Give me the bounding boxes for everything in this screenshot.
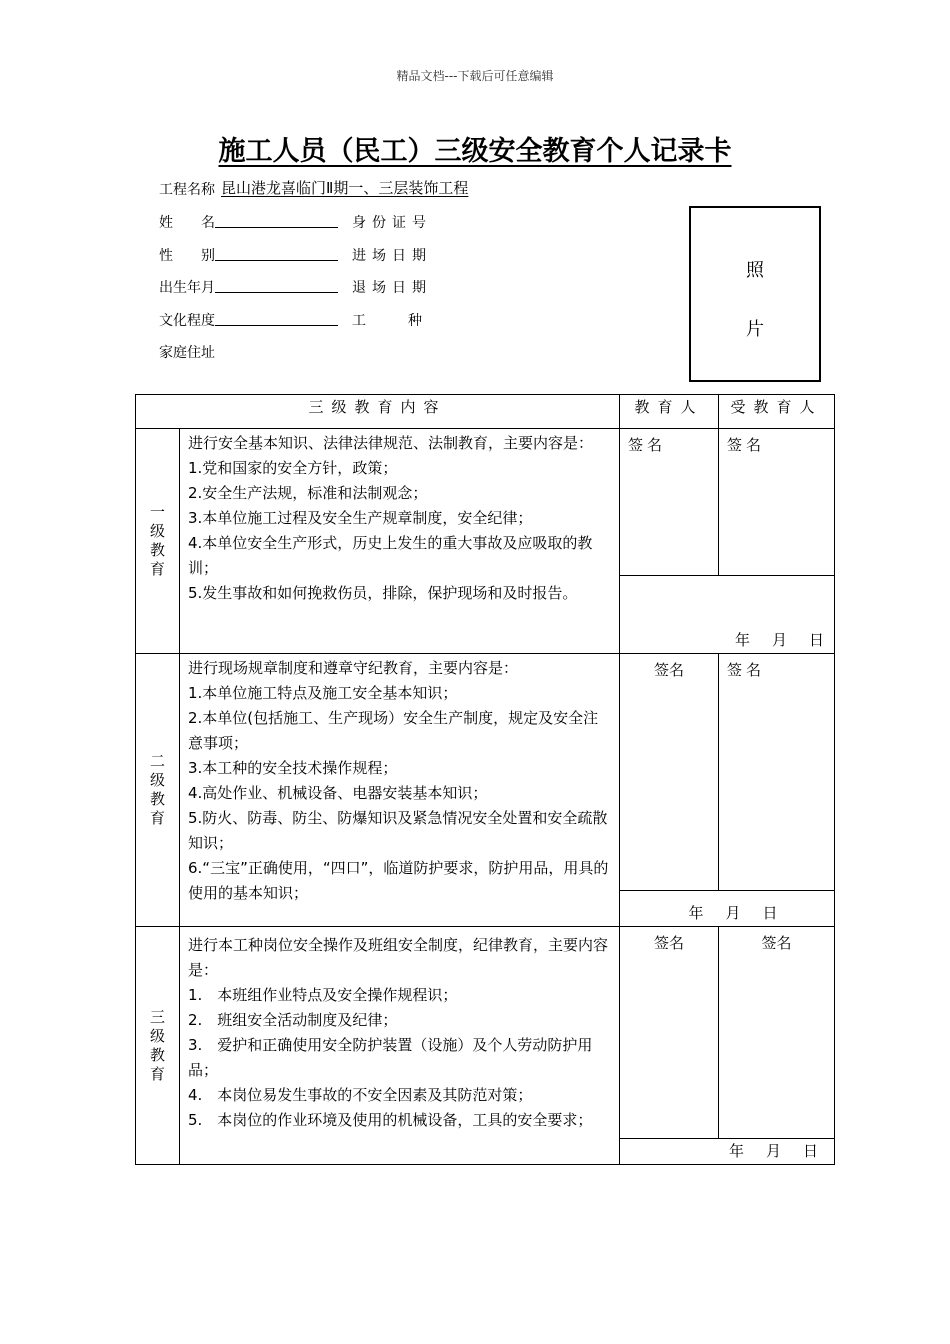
level-1-educatee-sign[interactable]: 签名 (719, 429, 835, 576)
gender-label: 性 别 (159, 248, 215, 264)
date-day: 日 (803, 1142, 819, 1160)
level-2-educator-sign[interactable]: 签名 (620, 654, 719, 891)
page-title (0, 129, 950, 168)
level-2-line: 4.高处作业、机械设备、电器安装基本知识； (188, 784, 488, 802)
level-2-content (180, 654, 620, 927)
date-day: 日 (762, 904, 778, 922)
level-1-line: 进行安全基本知识、法律法律规范、法制教育，主要内容是： (188, 434, 594, 452)
photo-label-2: 片 (746, 319, 764, 340)
level-3-line: 2. 班组安全活动制度及纪律； (188, 1011, 398, 1029)
header-note: 精品文档---下载后可任意编辑 (396, 69, 554, 83)
entry-date-label: 进场日期 (352, 248, 432, 264)
gender-field[interactable] (215, 260, 338, 261)
address-label: 家庭住址 (159, 345, 215, 361)
level-2-date[interactable] (620, 891, 835, 927)
education-field[interactable] (215, 325, 338, 326)
level-3-row (136, 927, 835, 1139)
date-month: 月 (725, 904, 741, 922)
level-1-row (136, 429, 835, 576)
level-2-line: 6.“三宝”正确使用，“四口”，临道防护要求，防护用品，用具的使用的基本知识； (188, 859, 609, 902)
header-content: 三级教育内容 (136, 395, 620, 429)
level-3-label: 三级教育 (149, 1007, 165, 1083)
level-1-date[interactable] (620, 576, 835, 654)
id-number-label: 身份证号 (352, 215, 432, 231)
level-2-line: 进行现场规章制度和遵章守纪教育，主要内容是： (188, 659, 519, 677)
education-table (135, 394, 835, 1165)
level-2-label: 二级教育 (149, 752, 165, 827)
level-1-content (180, 429, 620, 654)
date-day: 日 (809, 631, 825, 649)
level-2-line: 1.本单位施工特点及施工安全基本知识； (188, 684, 458, 702)
level-1-line: 4.本单位安全生产形式，历史上发生的重大事故及应吸取的教训； (188, 534, 593, 577)
level-3-line: 1. 本班组作业特点及安全操作规程识； (188, 986, 458, 1004)
level-3-date[interactable] (620, 1139, 835, 1165)
project-value: 昆山港龙喜临门Ⅱ期一、三层装饰工程 (221, 179, 469, 197)
birth-field[interactable] (215, 292, 338, 293)
level-2-row (136, 654, 835, 891)
photo-box (689, 206, 821, 382)
level-3-content (180, 927, 620, 1165)
level-3-label-cell (136, 927, 180, 1165)
name-label: 姓 名 (159, 215, 215, 231)
trade-label: 工 种 (352, 313, 422, 329)
date-month: 月 (771, 631, 787, 649)
project-label: 工程名称 (159, 182, 215, 198)
level-3-educatee-sign[interactable]: 签名 (719, 927, 835, 1139)
level-2-line: 2.本单位(包括施工、生产现场）安全生产制度，规定及安全注意事项； (188, 709, 599, 752)
level-1-label: 一级教育 (149, 503, 165, 578)
level-1-line: 2.安全生产法规，标准和法制观念； (188, 484, 428, 502)
level-2-line: 5.防火、防毒、防尘、防爆知识及紧急情况安全处置和安全疏散知识； (188, 809, 608, 852)
exit-date-label: 退场日期 (352, 280, 432, 296)
date-year: 年 (734, 631, 750, 649)
date-month: 月 (765, 1142, 781, 1160)
photo-label-1: 照 (746, 260, 764, 281)
level-3-educator-sign[interactable]: 签名 (620, 927, 719, 1139)
header-educatee: 受教育人 (719, 395, 835, 429)
birth-label: 出生年月 (159, 280, 215, 296)
level-1-line: 5.发生事故和如何挽救伤员，排除，保护现场和及时报告。 (188, 584, 578, 602)
level-3-line: 进行本工种岗位安全操作及班组安全制度，纪律教育，主要内容是： (188, 936, 609, 979)
header-educator: 教育人 (620, 395, 719, 429)
level-1-label-cell (136, 429, 180, 654)
level-2-educatee-sign[interactable]: 签名 (719, 654, 835, 891)
level-2-line: 3.本工种的安全技术操作规程； (188, 759, 398, 777)
level-1-line: 1.党和国家的安全方针，政策； (188, 459, 398, 477)
level-1-line: 3.本单位施工过程及安全生产规章制度，安全纪律； (188, 509, 533, 527)
date-year: 年 (688, 904, 704, 922)
level-3-line: 3. 爱护和正确使用安全防护装置（设施）及个人劳动防护用品； (188, 1036, 593, 1079)
education-label: 文化程度 (159, 313, 215, 329)
level-2-label-cell (136, 654, 180, 927)
level-1-educator-sign[interactable]: 签名 (620, 429, 719, 576)
table-header-row (136, 395, 835, 429)
name-field[interactable] (215, 227, 338, 228)
title-text: 施工人员（民工）三级安全教育个人记录卡 (218, 136, 732, 167)
date-year: 年 (728, 1142, 744, 1160)
level-3-line: 4. 本岗位易发生事故的不安全因素及其防范对策； (188, 1086, 533, 1104)
level-3-line: 5. 本岗位的作业环境及使用的机械设备，工具的安全要求； (188, 1111, 593, 1129)
